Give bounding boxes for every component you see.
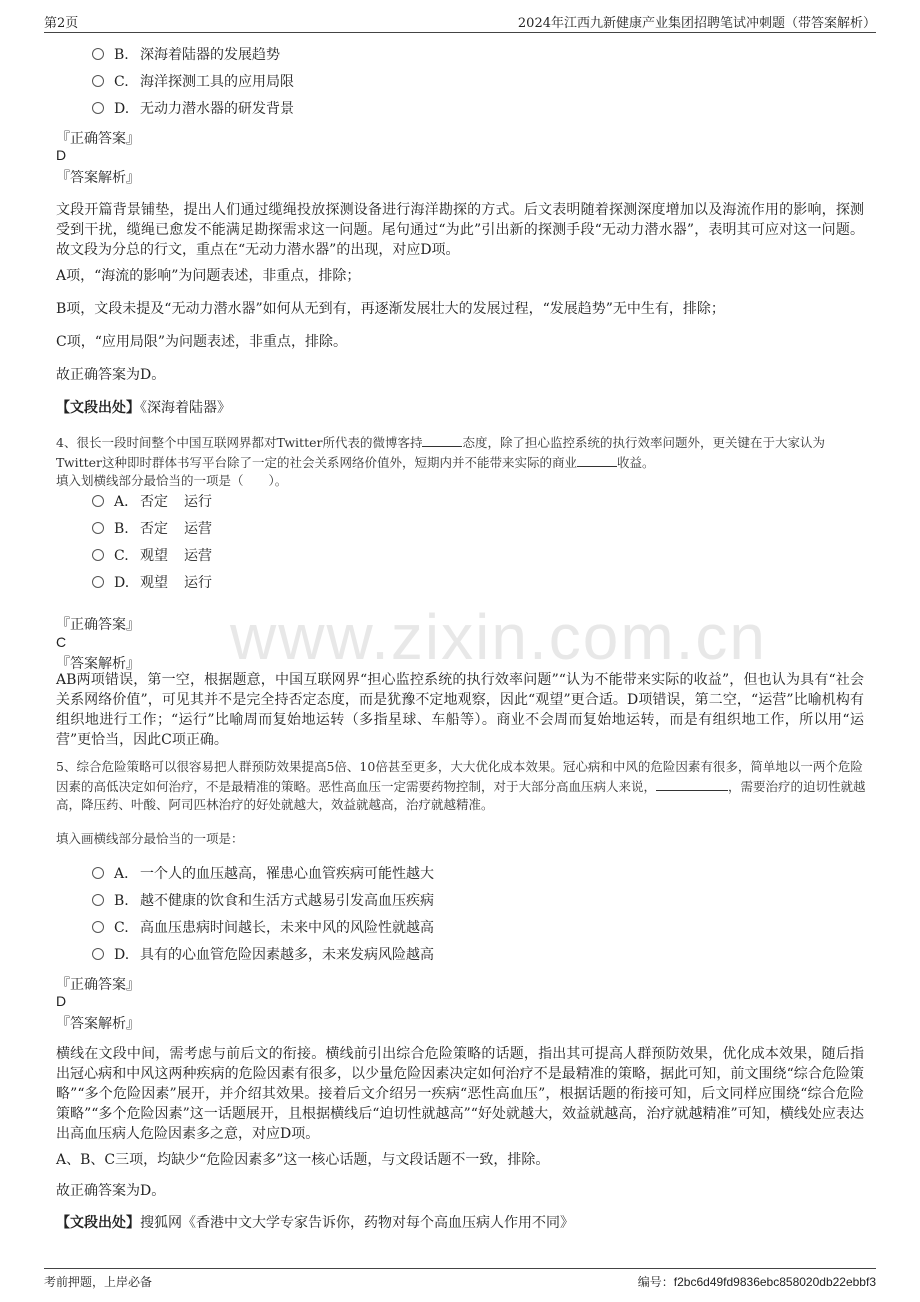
- q5-option-b[interactable]: B. 越不健康的饮食和生活方式越易引发高血压疾病: [92, 891, 434, 911]
- watermark: www.zixin.com.cn: [230, 601, 767, 673]
- radio-icon[interactable]: [92, 921, 104, 933]
- radio-icon[interactable]: [92, 576, 104, 588]
- radio-icon[interactable]: [92, 549, 104, 561]
- source-label: 【文段出处】: [56, 1215, 140, 1231]
- page-header: [44, 12, 876, 33]
- source-label: 【文段出处】: [56, 400, 140, 416]
- q5-blank: [656, 776, 728, 791]
- footer-slogan: 考前押题，上岸必备: [44, 1275, 153, 1289]
- q3-analysis-text: 文段开篇背景铺垫，提出人们通过缆绳投放探测设备进行海洋勘探的方式。后文表明随着探测深度增加以及海流作用的影响，探测受到干扰，缆绳已愈发不能满足勘探需求这一问题。尾句通过“为此”引出新的探测手段“无动力潜水器”，表明其可应对这一问题。故文段为分总的行文，重点在“无动力潜水器”的出现，对应D项。: [56, 202, 864, 258]
- q5-analysis-label: 『答案解析』: [56, 1016, 140, 1032]
- page-number: 第2页: [44, 16, 79, 31]
- document-id: 编号：f2bc6d49fd9836ebc858020db22ebbf3: [637, 1275, 876, 1289]
- q4-option-a[interactable]: A． 否定 运行: [92, 492, 212, 512]
- q5-answer-label: 『正确答案』: [56, 977, 140, 993]
- radio-icon[interactable]: [92, 48, 104, 60]
- q3-answer-label: 『正确答案』: [56, 131, 140, 147]
- radio-icon[interactable]: [92, 867, 104, 879]
- page-footer: [44, 1268, 876, 1289]
- q3-analysis-a: A项，“海流的影响”为问题表述，非重点，排除；: [56, 268, 361, 284]
- radio-icon[interactable]: [92, 522, 104, 534]
- source-text: 《深海着陆器》: [140, 400, 231, 416]
- radio-icon[interactable]: [92, 495, 104, 507]
- q3-conclusion: 故正确答案为D。: [56, 367, 166, 383]
- q5-option-c[interactable]: C. 高血压患病时间越长，未来中风的风险性就越高: [92, 918, 434, 938]
- q3-source: [56, 398, 864, 418]
- q5-option-a[interactable]: A． 一个人的血压越高，罹患心血管疾病可能性越大: [92, 864, 434, 884]
- q3-option-d[interactable]: D. 无动力潜水器的研发背景: [92, 99, 294, 119]
- q5-analysis-abc: A、B、C三项，均缺少“危险因素多”这一核心话题，与文段话题不一致，排除。: [56, 1152, 550, 1168]
- q5-analysis-text: 横线在文段中间，需考虑与前后文的衔接。横线前引出综合危险策略的话题，指出其可提高人群预防效果，优化成本效果，随后指出冠心病和中风这两种疾病的危险因素有很多，以少量危险因素决定如何治疗不是最精准的策略，据此可知，前文围绕“综合危险策略”“多个危险因素”展开，并介绍其效果。接着后文介绍另一疾病“恶性高血压”，根据话题的衔接可知，后文同样应围绕“综合危险策略”“多个危险因素”这一话题展开，且根据横线后“迫切性就越高”“好处就越大，效益就越高，治疗就越精准”可知，横线处应表达出高血压病人危险因素多之意，对应D项。: [56, 1046, 864, 1142]
- q4-stem: 4、很长一段时间整个中国互联网界都对Twitter所代表的微博客持 态度，除了担心监控系统的执行效率问题外，更关键在于大家认为 Twitter这种即时群体书写平台除了一定的社会关系网络价值外，短期内并不能带来实际的商业 收益。 填入划横线部分最恰当的一项是（ ）。: [56, 432, 868, 490]
- q3-option-c[interactable]: C. 海洋探测工具的应用局限: [92, 72, 294, 92]
- q3-analysis-c: C项，“应用局限”为问题表述，非重点，排除。: [56, 334, 348, 350]
- q5-stem: 5、综合危险策略可以很容易把人群预防效果提高5倍、10倍甚至更多，大大优化成本效果。冠心病和中风的危险因素有很多，简单地以一两个危险因素的高低决定如何治疗，不是最精准的策略。恶性高血压一定需要药物控制，对于大部分高血压病人来说， ，需要治疗的迫切性就越高，降压药、叶酸、阿司匹林治疗的好处就越大，效益就越高，治疗就越精准。: [56, 759, 866, 812]
- radio-icon[interactable]: [92, 894, 104, 906]
- q4-option-b[interactable]: B. 否定 运营: [92, 519, 212, 539]
- q4-prompt: 填入划横线部分最恰当的一项是（ ）。: [56, 473, 288, 488]
- q4-option-d[interactable]: D. 观望 运行: [92, 573, 212, 593]
- q4-option-c[interactable]: C. 观望 运营: [92, 546, 212, 566]
- radio-icon[interactable]: [92, 948, 104, 960]
- q4-answer-label: 『正确答案』: [56, 617, 140, 633]
- q3-answer: D: [56, 147, 67, 163]
- q4-blank-2: [577, 452, 617, 467]
- q4-analysis-text: AB两项错误，第一空，根据题意，中国互联网界“担心监控系统的执行效率问题”“认为不能带来实际的收益”，但也认为具有“社会关系网络价值”，可见其并不是完全持否定态度，而是犹豫不定地观察，因此“观望”更合适。D项错误，第二空，“运营”比喻机构有组织地进行工作；“运行”比喻周而复始地运转（多指星球、车船等）。商业不会周而复始地运转，而是有组织地工作，所以用“运营”更恰当，因此C项正确。: [56, 672, 864, 748]
- q3-analysis-b: B项，文段未提及“无动力潜水器”如何从无到有，再逐渐发展壮大的发展过程，“发展趋势”无中生有，排除；: [56, 301, 725, 317]
- radio-icon[interactable]: [92, 75, 104, 87]
- document-title: 2024年江西九新健康产业集团招聘笔试冲刺题（带答案解析）: [517, 16, 876, 31]
- q5-source: [56, 1213, 864, 1233]
- q5-option-d[interactable]: D. 具有的心血管危险因素越多，未来发病风险越高: [92, 945, 434, 965]
- q4-answer: C: [56, 634, 67, 650]
- radio-icon[interactable]: [92, 102, 104, 114]
- q4-analysis-label: 『答案解析』: [56, 656, 140, 672]
- q3-option-b[interactable]: B. 深海着陆器的发展趋势: [92, 45, 280, 65]
- q5-answer: D: [56, 993, 67, 1009]
- q5-prompt: 填入画横线部分最恰当的一项是：: [56, 831, 244, 846]
- q4-blank-1: [422, 432, 462, 447]
- source-text: 搜狐网《香港中文大学专家告诉你，药物对每个高血压病人作用不同》: [140, 1215, 574, 1231]
- q3-analysis-label: 『答案解析』: [56, 170, 140, 186]
- q5-conclusion: 故正确答案为D。: [56, 1183, 166, 1199]
